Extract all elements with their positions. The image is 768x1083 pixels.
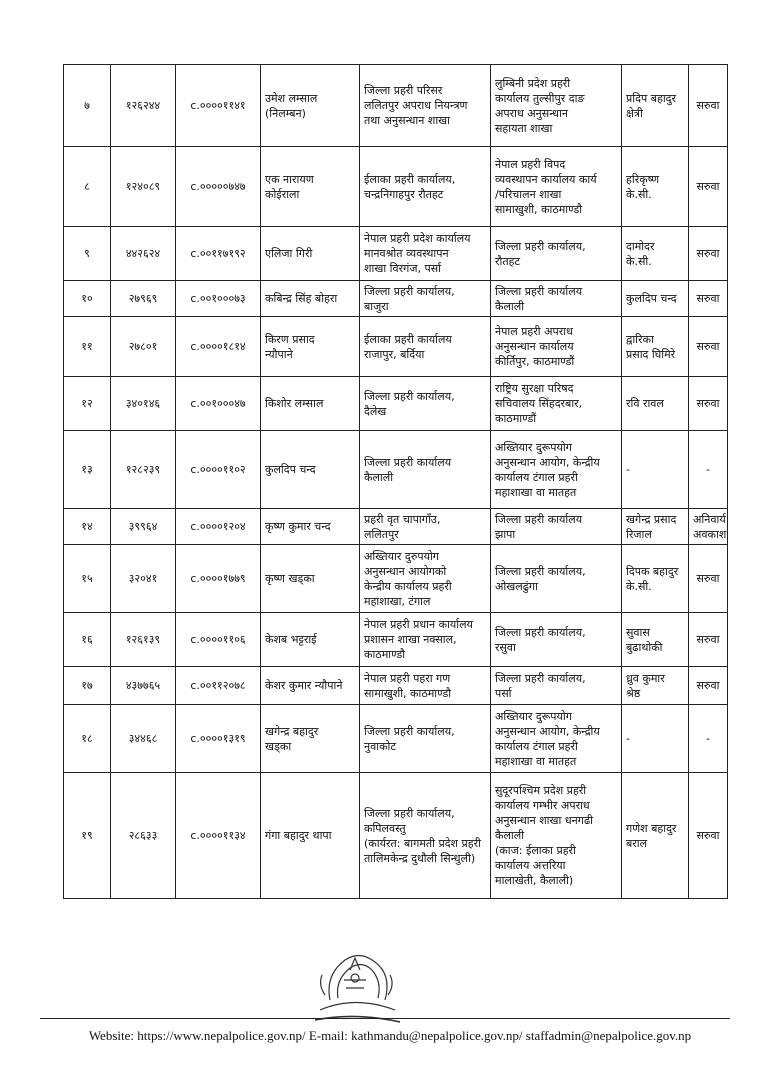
- employee-name-cell: गंगा बहादुर थापा: [261, 773, 360, 899]
- table-row: [64, 613, 728, 667]
- remark-cell: सरुवा: [689, 281, 728, 317]
- serial-number-cell: १७: [64, 667, 111, 705]
- replacement-cell: -: [622, 705, 689, 773]
- employee-id-cell: १२६२४४: [111, 65, 176, 147]
- serial-number-cell: १५: [64, 545, 111, 613]
- code-number-cell: c.००००१३१९: [176, 705, 261, 773]
- remark-cell: सरुवा: [689, 227, 728, 281]
- current-office-cell: जिल्ला प्रहरी कार्यालय, बाजुरा: [360, 281, 491, 317]
- employee-name-cell: एक नारायण कोईराला: [261, 147, 360, 227]
- transfer-office-cell: लुम्बिनी प्रदेश प्रहरी कार्यालय तुल्सीपुर दाङ अपराध अनुसन्धान सहायता शाखा: [491, 65, 622, 147]
- code-number-cell: c.००१०००७३: [176, 281, 261, 317]
- serial-number-cell: १६: [64, 613, 111, 667]
- table-row: [64, 377, 728, 431]
- employee-name-cell: एलिजा गिरी: [261, 227, 360, 281]
- transfer-office-cell: नेपाल प्रहरी अपराध अनुसन्धान कार्यालय कीर्तिपुर, काठमाण्डौं: [491, 317, 622, 377]
- employee-name-cell: कबिन्द्र सिंह बोहरा: [261, 281, 360, 317]
- replacement-cell: रवि रावल: [622, 377, 689, 431]
- employee-name-cell: उमेश लम्साल (निलम्बन): [261, 65, 360, 147]
- current-office-cell: ईलाका प्रहरी कार्यालय राजापुर, बर्दिया: [360, 317, 491, 377]
- transfer-office-cell: अख्तियार दुरूपयोग अनुसन्धान आयोग, केन्द्रीय कार्यालय टंगाल प्रहरी महाशाखा वा मातहत: [491, 705, 622, 773]
- remark-cell: सरुवा: [689, 773, 728, 899]
- employee-id-cell: ४४२६२४: [111, 227, 176, 281]
- remark-cell: -: [689, 431, 728, 509]
- transfer-table-body: [64, 65, 728, 899]
- table-row: [64, 545, 728, 613]
- transfer-office-cell: जिल्ला प्रहरी कार्यालय, रौतहट: [491, 227, 622, 281]
- current-office-cell: जिल्ला प्रहरी कार्यालय कैलाली: [360, 431, 491, 509]
- transfer-office-cell: अख्तियार दुरूपयोग अनुसन्धान आयोग, केन्द्रीय कार्यालय टंगाल प्रहरी महाशाखा वा मातहत: [491, 431, 622, 509]
- employee-id-cell: १२४०८९: [111, 147, 176, 227]
- current-office-cell: नेपाल प्रहरी पहरा गण सामाखुशी, काठमाण्डौ: [360, 667, 491, 705]
- remark-cell: सरुवा: [689, 667, 728, 705]
- replacement-cell: हरिकृष्ण के.सी.: [622, 147, 689, 227]
- serial-number-cell: ११: [64, 317, 111, 377]
- footer-contact: Website: https://www.nepalpolice.gov.np/ E-mail: kathmandu@nepalpolice.gov.np/ staffadmin@nepalpolice.gov.np: [88, 1028, 692, 1043]
- transfer-office-cell: नेपाल प्रहरी विपद व्यवस्थापन कार्यालय कार्य /परिचालन शाखा सामाखुशी, काठमाण्डौ: [491, 147, 622, 227]
- code-number-cell: c.००००१७७९: [176, 545, 261, 613]
- employee-name-cell: केशब भट्टराई: [261, 613, 360, 667]
- current-office-cell: ईलाका प्रहरी कार्यालय, चन्द्रनिगाहपुर रौतहट: [360, 147, 491, 227]
- employee-id-cell: ३४०१४६: [111, 377, 176, 431]
- table-row: [64, 317, 728, 377]
- table-row: [64, 773, 728, 899]
- current-office-cell: प्रहरी वृत चापागाँउ, ललितपुर: [360, 509, 491, 545]
- current-office-cell: नेपाल प्रहरी प्रधान कार्यालय प्रशासन शाखा नक्साल, काठमाण्डौ: [360, 613, 491, 667]
- table-row: [64, 705, 728, 773]
- table-row: [64, 147, 728, 227]
- footer-divider: [40, 1018, 730, 1019]
- current-office-cell: जिल्ला प्रहरी कार्यालय, दैलेख: [360, 377, 491, 431]
- employee-id-cell: २८६३३: [111, 773, 176, 899]
- replacement-cell: सुवास बुढाथोकी: [622, 613, 689, 667]
- table-row: [64, 65, 728, 147]
- transfer-office-cell: जिल्ला प्रहरी कार्यालय, रसुवा: [491, 613, 622, 667]
- employee-name-cell: खगेन्द्र बहादुर खड्का: [261, 705, 360, 773]
- replacement-cell: दिपक बहादुर के.सी.: [622, 545, 689, 613]
- code-number-cell: c.००००११४१: [176, 65, 261, 147]
- government-seal-icon: [300, 940, 410, 1030]
- serial-number-cell: ७: [64, 65, 111, 147]
- remark-cell: सरुवा: [689, 147, 728, 227]
- employee-id-cell: ४३७७६५: [111, 667, 176, 705]
- replacement-cell: प्रदिप बहादुर क्षेत्री: [622, 65, 689, 147]
- replacement-cell: ध्रुव कुमार श्रेष्ठ: [622, 667, 689, 705]
- serial-number-cell: १२: [64, 377, 111, 431]
- remark-cell: अनिवार्य अवकाश: [689, 509, 728, 545]
- code-number-cell: c.००००११०६: [176, 613, 261, 667]
- current-office-cell: जिल्ला प्रहरी कार्यालय, कपिलवस्तु (कार्यरत: बागमती प्रदेश प्रहरी तालिमकेन्द्र दुधौली सिन्धुली): [360, 773, 491, 899]
- employee-id-cell: ३९९६४: [111, 509, 176, 545]
- transfer-office-cell: सुदूरपश्चिम प्रदेश प्रहरी कार्यालय गम्भीर अपराध अनुसन्धान शाखा धनगढी कैलाली (काज: ईलाका प्रहरी कार्यालय अत्तरिया मालाखेती, कैलाली): [491, 773, 622, 899]
- remark-cell: सरुवा: [689, 65, 728, 147]
- table-row: [64, 227, 728, 281]
- serial-number-cell: १४: [64, 509, 111, 545]
- transfer-office-cell: जिल्ला प्रहरी कार्यालय कैलाली: [491, 281, 622, 317]
- code-number-cell: c.००००१८१४: [176, 317, 261, 377]
- code-number-cell: c.००११२०७८: [176, 667, 261, 705]
- code-number-cell: c.००००११०२: [176, 431, 261, 509]
- replacement-cell: द्वारिका प्रसाद घिमिरे: [622, 317, 689, 377]
- serial-number-cell: १३: [64, 431, 111, 509]
- replacement-cell: दामोदर के.सी.: [622, 227, 689, 281]
- employee-id-cell: १२६१३९: [111, 613, 176, 667]
- remark-cell: सरुवा: [689, 317, 728, 377]
- table-row: [64, 667, 728, 705]
- employee-id-cell: २७८०१: [111, 317, 176, 377]
- code-number-cell: c.००११७१९२: [176, 227, 261, 281]
- employee-name-cell: कृष्ण खड्का: [261, 545, 360, 613]
- code-number-cell: c.००१०००४७: [176, 377, 261, 431]
- transfer-office-cell: जिल्ला प्रहरी कार्यालय, ओखलढुंगा: [491, 545, 622, 613]
- code-number-cell: c.००००१२०४: [176, 509, 261, 545]
- employee-id-cell: १२८२३९: [111, 431, 176, 509]
- employee-id-cell: ३२०४१: [111, 545, 176, 613]
- remark-cell: सरुवा: [689, 377, 728, 431]
- serial-number-cell: ९: [64, 227, 111, 281]
- code-number-cell: c.००००११३४: [176, 773, 261, 899]
- table-row: [64, 431, 728, 509]
- replacement-cell: -: [622, 431, 689, 509]
- employee-id-cell: २७९६९: [111, 281, 176, 317]
- current-office-cell: जिल्ला प्रहरी कार्यालय, नुवाकोट: [360, 705, 491, 773]
- serial-number-cell: १८: [64, 705, 111, 773]
- transfer-office-cell: जिल्ला प्रहरी कार्यालय झापा: [491, 509, 622, 545]
- replacement-cell: खगेन्द्र प्रसाद रिजाल: [622, 509, 689, 545]
- employee-name-cell: केशर कुमार न्यौपाने: [261, 667, 360, 705]
- current-office-cell: नेपाल प्रहरी प्रदेश कार्यालय मानवश्रोत व्यवस्थापन शाखा विरगंज, पर्सा: [360, 227, 491, 281]
- code-number-cell: c.०००००७४७: [176, 147, 261, 227]
- replacement-cell: गणेश बहादुर बराल: [622, 773, 689, 899]
- employee-name-cell: किरण प्रसाद न्यौपाने: [261, 317, 360, 377]
- remark-cell: -: [689, 705, 728, 773]
- remark-cell: सरुवा: [689, 613, 728, 667]
- serial-number-cell: १९: [64, 773, 111, 899]
- serial-number-cell: १०: [64, 281, 111, 317]
- current-office-cell: अख्तियार दुरुपयोग अनुसन्धान आयोगको केन्द्रीय कार्यालय प्रहरी महाशाखा, टंगाल: [360, 545, 491, 613]
- table-row: [64, 281, 728, 317]
- transfer-office-cell: राष्ट्रिय सुरक्षा परिषद सचिवालय सिंहदरबार, काठमाण्डौं: [491, 377, 622, 431]
- transfer-office-cell: जिल्ला प्रहरी कार्यालय, पर्सा: [491, 667, 622, 705]
- employee-name-cell: किशोर लम्साल: [261, 377, 360, 431]
- transfer-table: [63, 64, 728, 899]
- serial-number-cell: ८: [64, 147, 111, 227]
- table-row: [64, 509, 728, 545]
- replacement-cell: कुलदिप चन्द: [622, 281, 689, 317]
- employee-id-cell: ३४४६८: [111, 705, 176, 773]
- current-office-cell: जिल्ला प्रहरी परिसर ललितपुर अपराध नियन्त्रण तथा अनुसन्धान शाखा: [360, 65, 491, 147]
- remark-cell: सरुवा: [689, 545, 728, 613]
- employee-name-cell: कुलदिप चन्द: [261, 431, 360, 509]
- employee-name-cell: कृष्ण कुमार चन्द: [261, 509, 360, 545]
